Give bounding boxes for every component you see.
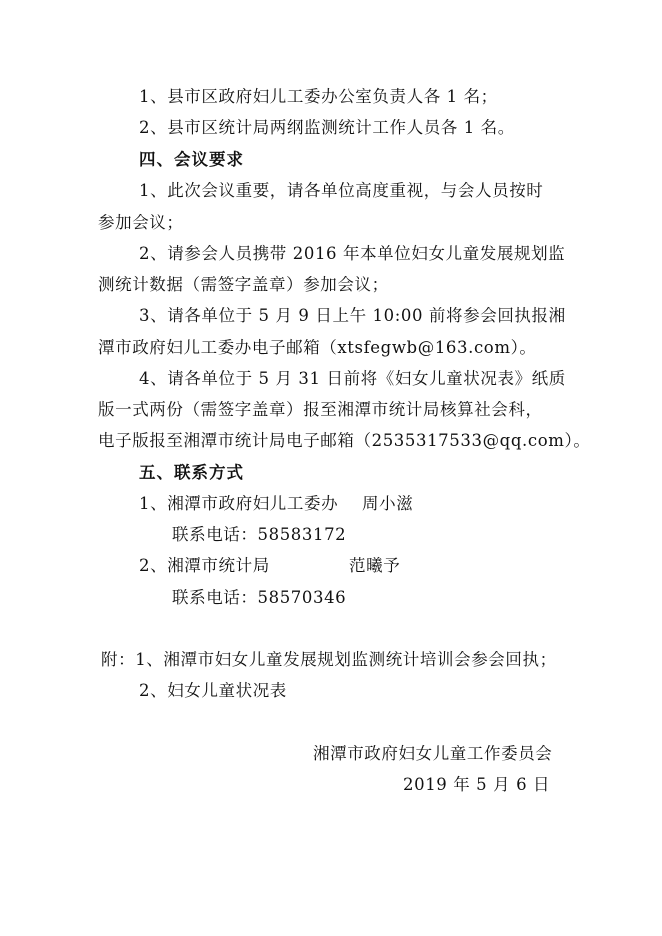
requirement-3-line-2: 潭市政府妇儿工委办电子邮箱（xtsfegwb@163.com）。 (98, 338, 537, 357)
requirement-4-line-1: 4、请各单位于 5 月 31 日前将《妇女儿童状况表》纸质 (139, 369, 566, 388)
attachments-line-1: 附：1、湘潭市妇女儿童发展规划监测统计培训会参会回执； (101, 650, 557, 669)
contact-1-phone: 联系电话：58583172 (172, 525, 347, 544)
attendee-item-2: 2、县市区统计局两纲监测统计工作人员各 1 名。 (139, 118, 515, 137)
requirement-4-line-2: 版一式两份（需签字盖章）报至湘潭市统计局核算社会科， (98, 400, 543, 419)
contact-1-name: 周小滋 (362, 494, 414, 513)
requirement-4-line-3: 电子版报至湘潭市统计局电子邮箱（2535317533@qq.com）。 (98, 431, 591, 450)
requirement-3-line-1: 3、请各单位于 5 月 9 日上午 10:00 前将参会回执报湘 (139, 306, 566, 325)
requirement-1-line-2: 参加会议； (98, 213, 184, 232)
contact-1-org: 1、湘潭市政府妇儿工委办 (139, 494, 339, 513)
contact-2-phone: 联系电话：58570346 (172, 588, 347, 607)
contact-2-org: 2、湘潭市统计局 (139, 556, 270, 575)
signature-org: 湘潭市政府妇女儿童工作委员会 (313, 744, 553, 763)
requirement-2-line-1: 2、请参会人员携带 2016 年本单位妇女儿童发展规划监 (139, 244, 566, 263)
section-heading-contacts: 五、联系方式 (139, 463, 244, 482)
requirement-1-line-1: 1、此次会议重要，请各单位高度重视，与会人员按时 (139, 181, 544, 200)
section-heading-requirements: 四、会议要求 (139, 150, 244, 169)
attachments-line-2: 2、妇女儿童状况表 (139, 681, 287, 700)
contact-2-name: 范曦予 (349, 556, 401, 575)
requirement-2-line-2: 测统计数据（需签字盖章）参加会议； (98, 275, 389, 294)
attendee-item-1: 1、县市区政府妇儿工委办公室负责人各 1 名； (139, 87, 498, 106)
signature-date: 2019 年 5 月 6 日 (403, 775, 551, 794)
